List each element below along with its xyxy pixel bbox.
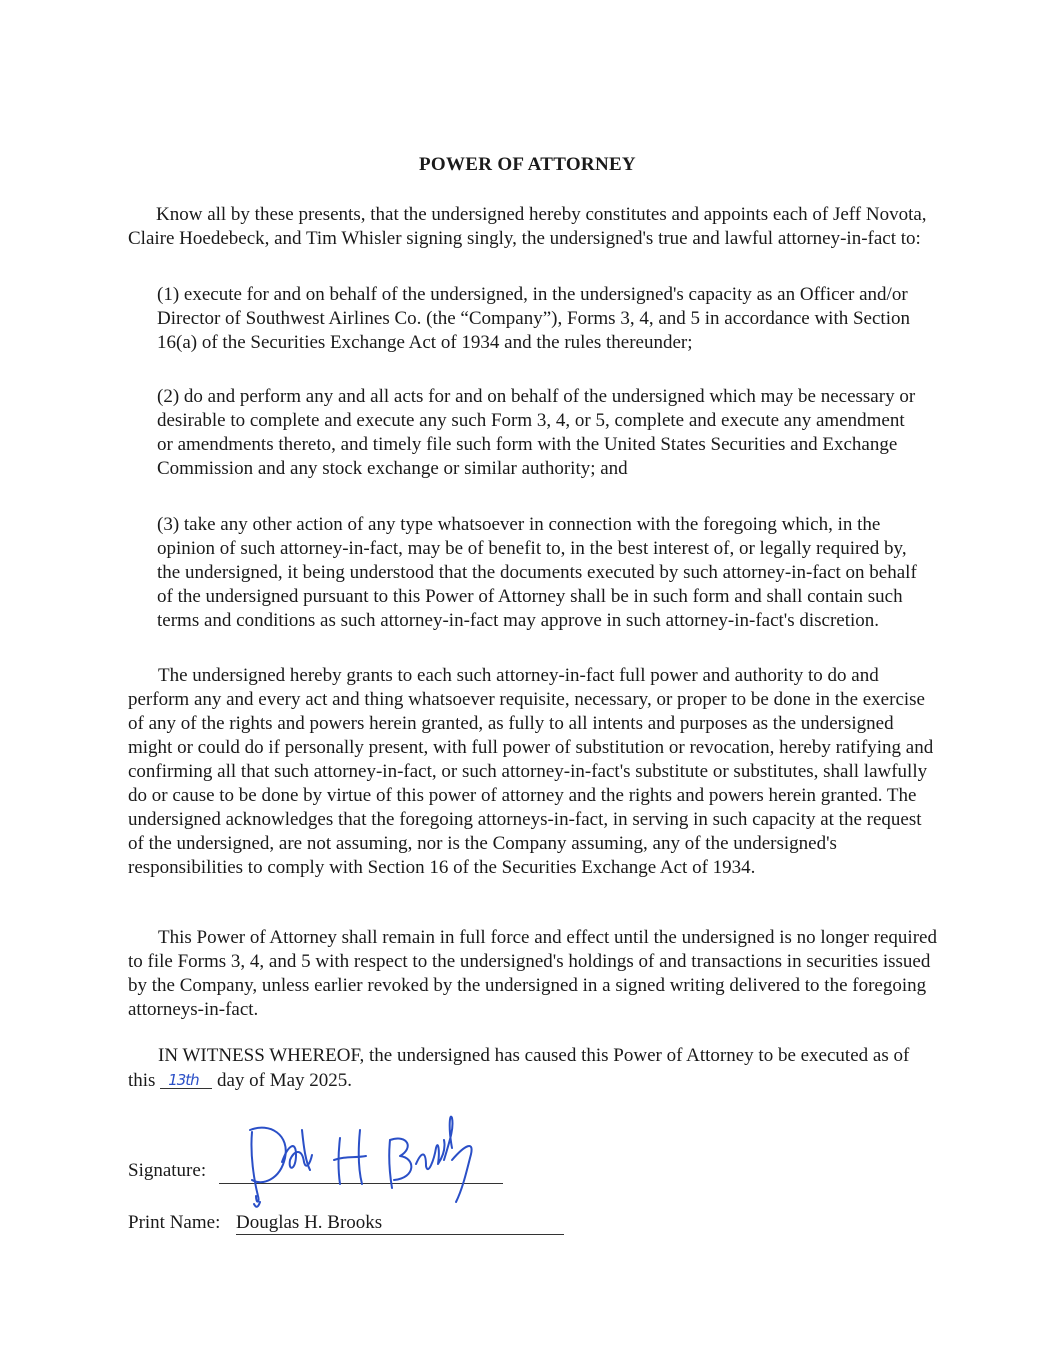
document-title: POWER OF ATTORNEY — [419, 154, 636, 175]
grant-paragraph: The undersigned hereby grants to each such attorney-in-fact full power and authority to do and perform any and every act and thing whatsoever requisite, necessary, or proper to be done in the exercise of any of the rights and powers herein granted, as fully to all intents and purposes as the undersigned might or could do if personally present, with full power of substitution or revocation, hereby ratifying and confirming all that such attorney-in-fact, or such attorney-in-fact's substitute or substitutes, shall lawfully do or cause to be done by virtue of this power of attorney and the rights and powers herein granted. The undersigned acknowledges that the foregoing attorneys-in-fact, in serving in such capacity at the request of the undersigned, are not assuming, nor is the Company assuming, any of the undersigned's responsibilities to comply with Section 16 of the Securities Exchange Act of 1934. — [128, 665, 934, 878]
signature-label: Signature: — [128, 1160, 207, 1181]
handwritten-signature — [230, 1100, 490, 1210]
list-item-3: (3) take any other action of any type whatsoever in connection with the foregoing which, in the opinion of such attorney-in-fact, may be of benefit to, in the best interest of, or legally required by, the undersigned, it being understood that the documents executed by such attorney-in-fact on behalf of the undersigned pursuant to this Power of Attorney shall be in such form and shall contain such terms and conditions as such attorney-in-fact may approve in such attorney-in-fact's discretion. — [157, 514, 917, 631]
witness-text-after: day of May 2025. — [216, 1070, 353, 1091]
list-item-1: (1) execute for and on behalf of the undersigned, in the undersigned's capacity as an Officer and/or Director of Southwest Airlines Co. (the “Company”), Forms 3, 4, and 5 in accordance with Section 16(a) of the Securities Exchange Act of 1934 and the rules thereunder; — [157, 284, 910, 353]
list-item-2: (2) do and perform any and all acts for and on behalf of the undersigned which may be necessary or desirable to complete and execute any such Form 3, 4, or 5, complete and execute any amendment or amendments thereto, and timely file such form with the United States Securities and Exchange Commission and any stock exchange or similar authority; and — [157, 386, 916, 479]
date-day-handwritten: 13th — [168, 1071, 199, 1089]
print-name-label: Print Name: — [128, 1212, 221, 1233]
date-day-field — [160, 1068, 212, 1089]
term-paragraph: This Power of Attorney shall remain in full force and effect until the undersigned is no longer required to file Forms 3, 4, and 5 with respect to the undersigned's holdings of and transactions in securities issued by the Company, unless earlier revoked by the undersigned in a signed writing delivered to the foregoing attorneys-in-fact. — [128, 927, 937, 1020]
witness-paragraph — [128, 1044, 940, 1093]
intro-paragraph: Know all by these presents, that the undersigned hereby constitutes and appoints each of Jeff Novota, Claire Hoedebeck, and Tim Whisler signing singly, the undersigned's true and lawful attorney-in-fact to: — [128, 204, 927, 249]
witness-text-before: IN WITNESS WHEREOF, the undersigned has caused this Power of Attorney to be executed as of this — [128, 1045, 910, 1091]
print-name-value: Douglas H. Brooks — [236, 1212, 564, 1235]
